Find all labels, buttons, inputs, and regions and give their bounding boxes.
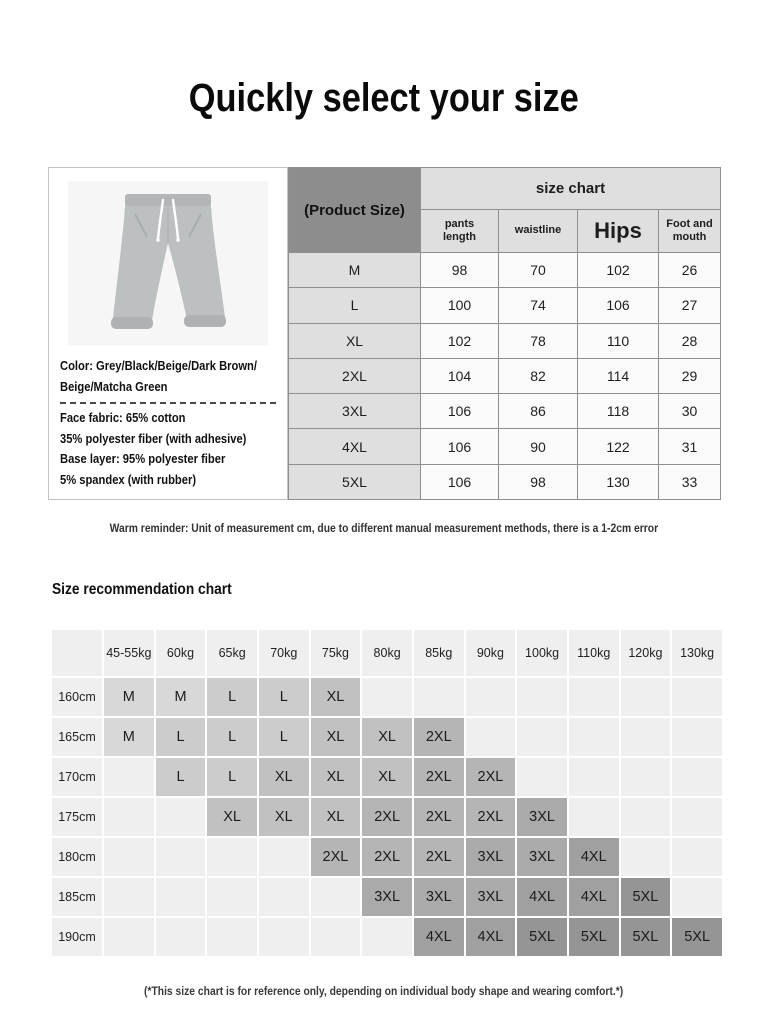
rec-row-175cm — [52, 798, 722, 836]
measurement-value: 100 — [421, 288, 499, 323]
rec-empty-cell — [207, 918, 257, 956]
rec-size-cell: L — [207, 678, 257, 716]
fabric-line-4 — [60, 470, 276, 491]
rec-row-160cm — [52, 678, 722, 716]
rec-size-cell: 2XL — [362, 798, 412, 836]
rec-empty-cell — [621, 758, 671, 796]
measurement-value: 74 — [499, 288, 578, 323]
color-options — [60, 355, 276, 397]
rec-row-165cm — [52, 718, 722, 756]
measurement-value: 106 — [578, 288, 659, 323]
rec-size-cell: L — [259, 718, 309, 756]
rec-size-cell: 4XL — [466, 918, 516, 956]
rec-size-cell: M — [104, 678, 154, 716]
column-header-hips: Hips — [578, 210, 659, 253]
column-header-foot-and-mouth: Foot and mouth — [659, 210, 721, 253]
rec-size-cell: 3XL — [466, 878, 516, 916]
measurement-value: 90 — [499, 429, 578, 464]
height-label: 175cm — [52, 798, 102, 836]
size-label: L — [289, 288, 421, 323]
rec-empty-cell — [517, 678, 567, 716]
rec-size-cell: M — [104, 718, 154, 756]
rec-empty-cell — [466, 718, 516, 756]
weight-header: 65kg — [207, 630, 257, 676]
rec-empty-cell — [362, 918, 412, 956]
rec-size-cell: 2XL — [466, 758, 516, 796]
height-label: 170cm — [52, 758, 102, 796]
rec-size-cell: XL — [311, 678, 361, 716]
size-chart-table — [288, 167, 721, 500]
size-label: XL — [289, 323, 421, 358]
rec-empty-cell — [621, 718, 671, 756]
rec-empty-cell — [156, 878, 206, 916]
recommendation-heading: Size recommendation chart — [52, 581, 232, 598]
measurement-value: 86 — [499, 394, 578, 429]
rec-empty-cell — [672, 838, 722, 876]
rec-empty-cell — [362, 678, 412, 716]
size-label: 4XL — [289, 429, 421, 464]
rec-empty-cell — [156, 918, 206, 956]
size-chart-panel — [48, 167, 720, 500]
product-photo — [68, 181, 268, 346]
size-chart-group-header: size chart — [421, 168, 721, 210]
rec-empty-cell — [156, 798, 206, 836]
size-row-3xl — [289, 394, 721, 429]
rec-row-170cm — [52, 758, 722, 796]
rec-empty-cell — [672, 678, 722, 716]
weight-header: 75kg — [311, 630, 361, 676]
size-label: M — [289, 253, 421, 288]
rec-empty-cell — [672, 718, 722, 756]
measurement-value: 106 — [421, 464, 499, 499]
rec-size-cell: 5XL — [569, 918, 619, 956]
rec-size-cell: XL — [207, 798, 257, 836]
sweatpants-image — [68, 181, 268, 346]
rec-size-cell: 2XL — [414, 838, 464, 876]
product-size-header: (Product Size) — [289, 168, 421, 253]
rec-empty-cell — [621, 798, 671, 836]
measurement-value: 98 — [421, 253, 499, 288]
rec-empty-cell — [104, 918, 154, 956]
weight-header: 70kg — [259, 630, 309, 676]
size-label: 2XL — [289, 358, 421, 393]
weight-header: 120kg — [621, 630, 671, 676]
fabric-line-text: 35% polyester fiber (with adhesive) — [60, 430, 247, 446]
fabric-line-text: Face fabric: 65% cotton — [60, 410, 186, 425]
rec-size-cell: L — [207, 758, 257, 796]
rec-size-cell: XL — [311, 718, 361, 756]
color-line-2: Beige/Matcha Green — [60, 379, 168, 394]
rec-size-cell: 2XL — [466, 798, 516, 836]
measurement-value: 28 — [659, 323, 721, 358]
rec-size-cell: 4XL — [569, 878, 619, 916]
fabric-line-1 — [60, 408, 276, 429]
measurement-value: 70 — [499, 253, 578, 288]
rec-empty-cell — [207, 838, 257, 876]
size-row-4xl — [289, 429, 721, 464]
size-row-2xl — [289, 358, 721, 393]
measurement-value: 78 — [499, 323, 578, 358]
rec-size-cell: 5XL — [517, 918, 567, 956]
weight-header: 60kg — [156, 630, 206, 676]
weight-header: 100kg — [517, 630, 567, 676]
rec-size-cell: 5XL — [621, 918, 671, 956]
measurement-value: 118 — [578, 394, 659, 429]
rec-empty-cell — [672, 758, 722, 796]
rec-empty-cell — [259, 918, 309, 956]
column-header-waistline: waistline — [499, 210, 578, 253]
rec-empty-cell — [517, 718, 567, 756]
fabric-line-text: Base layer: 95% polyester fiber — [60, 451, 226, 466]
rec-corner-cell — [52, 630, 102, 676]
measurement-value: 110 — [578, 323, 659, 358]
measurement-value: 30 — [659, 394, 721, 429]
height-label: 165cm — [52, 718, 102, 756]
rec-size-cell: 5XL — [621, 878, 671, 916]
rec-row-190cm — [52, 918, 722, 956]
rec-size-cell: 5XL — [672, 918, 722, 956]
rec-empty-cell — [259, 878, 309, 916]
rec-size-cell: 4XL — [569, 838, 619, 876]
page-title: Quickly select your size — [188, 76, 580, 120]
measurement-value: 106 — [421, 394, 499, 429]
measurement-value: 82 — [499, 358, 578, 393]
size-row-5xl — [289, 464, 721, 499]
rec-size-cell: 2XL — [311, 838, 361, 876]
rec-size-cell: 3XL — [466, 838, 516, 876]
rec-empty-cell — [569, 798, 619, 836]
size-row-xl — [289, 323, 721, 358]
rec-empty-cell — [569, 718, 619, 756]
rec-size-cell: XL — [311, 758, 361, 796]
rec-size-cell: M — [156, 678, 206, 716]
rec-empty-cell — [569, 758, 619, 796]
rec-row-185cm — [52, 878, 722, 916]
color-line-1: Color: Grey/Black/Beige/Dark Brown/ — [60, 358, 257, 373]
rec-empty-cell — [156, 838, 206, 876]
weight-header: 130kg — [672, 630, 722, 676]
rec-empty-cell — [621, 678, 671, 716]
size-row-m — [289, 253, 721, 288]
measurement-value: 114 — [578, 358, 659, 393]
rec-size-cell: L — [207, 718, 257, 756]
rec-size-cell: 3XL — [362, 878, 412, 916]
column-header-pants-length: pants length — [421, 210, 499, 253]
footer-note: (*This size chart is for reference only, depending on individual body shape and wearing comfort.*) — [144, 984, 624, 998]
measurement-value: 102 — [578, 253, 659, 288]
rec-empty-cell — [517, 758, 567, 796]
weight-header: 90kg — [466, 630, 516, 676]
height-label: 190cm — [52, 918, 102, 956]
fabric-composition — [60, 408, 276, 490]
measurement-value: 104 — [421, 358, 499, 393]
weight-header: 80kg — [362, 630, 412, 676]
rec-size-cell: L — [259, 678, 309, 716]
rec-size-cell: 2XL — [414, 798, 464, 836]
rec-empty-cell — [621, 838, 671, 876]
rec-empty-cell — [569, 678, 619, 716]
measurement-note: Warm reminder: Unit of measurement cm, due to different manual measurement methods, there is a 1-2cm error — [109, 521, 659, 535]
rec-size-cell: 4XL — [414, 918, 464, 956]
rec-empty-cell — [311, 878, 361, 916]
rec-size-cell: 2XL — [414, 758, 464, 796]
rec-size-cell: L — [156, 758, 206, 796]
rec-size-cell: 2XL — [362, 838, 412, 876]
fabric-line-3 — [60, 449, 276, 470]
rec-empty-cell — [207, 878, 257, 916]
rec-header-row — [52, 630, 722, 676]
rec-size-cell: 4XL — [517, 878, 567, 916]
measurement-value: 29 — [659, 358, 721, 393]
fabric-line-text: 5% spandex (with rubber) — [60, 471, 197, 487]
measurement-value: 27 — [659, 288, 721, 323]
size-row-l — [289, 288, 721, 323]
rec-size-cell: 2XL — [414, 718, 464, 756]
rec-empty-cell — [104, 838, 154, 876]
measurement-value: 102 — [421, 323, 499, 358]
rec-size-cell: XL — [362, 718, 412, 756]
rec-size-cell: 3XL — [517, 838, 567, 876]
measurement-value: 31 — [659, 429, 721, 464]
measurement-value: 106 — [421, 429, 499, 464]
measurement-value: 26 — [659, 253, 721, 288]
size-label: 3XL — [289, 394, 421, 429]
rec-empty-cell — [672, 878, 722, 916]
rec-empty-cell — [466, 678, 516, 716]
measurement-value: 98 — [499, 464, 578, 499]
rec-empty-cell — [311, 918, 361, 956]
height-label: 180cm — [52, 838, 102, 876]
rec-size-cell: XL — [259, 798, 309, 836]
product-card — [48, 167, 288, 500]
weight-header: 45-55kg — [104, 630, 154, 676]
rec-empty-cell — [414, 678, 464, 716]
rec-empty-cell — [104, 758, 154, 796]
size-recommendation-table — [50, 628, 724, 958]
fabric-line-2 — [60, 429, 276, 450]
rec-empty-cell — [672, 798, 722, 836]
height-label: 160cm — [52, 678, 102, 716]
rec-size-cell: 3XL — [517, 798, 567, 836]
rec-empty-cell — [104, 878, 154, 916]
measurement-value: 122 — [578, 429, 659, 464]
rec-row-180cm — [52, 838, 722, 876]
weight-header: 85kg — [414, 630, 464, 676]
size-label: 5XL — [289, 464, 421, 499]
measurement-value: 130 — [578, 464, 659, 499]
weight-header: 110kg — [569, 630, 619, 676]
rec-empty-cell — [259, 838, 309, 876]
measurement-value: 33 — [659, 464, 721, 499]
dashed-divider — [60, 402, 276, 404]
rec-size-cell: L — [156, 718, 206, 756]
rec-size-cell: XL — [362, 758, 412, 796]
rec-empty-cell — [104, 798, 154, 836]
size-chart-header-row — [289, 168, 721, 210]
rec-size-cell: 3XL — [414, 878, 464, 916]
height-label: 185cm — [52, 878, 102, 916]
rec-size-cell: XL — [311, 798, 361, 836]
rec-size-cell: XL — [259, 758, 309, 796]
